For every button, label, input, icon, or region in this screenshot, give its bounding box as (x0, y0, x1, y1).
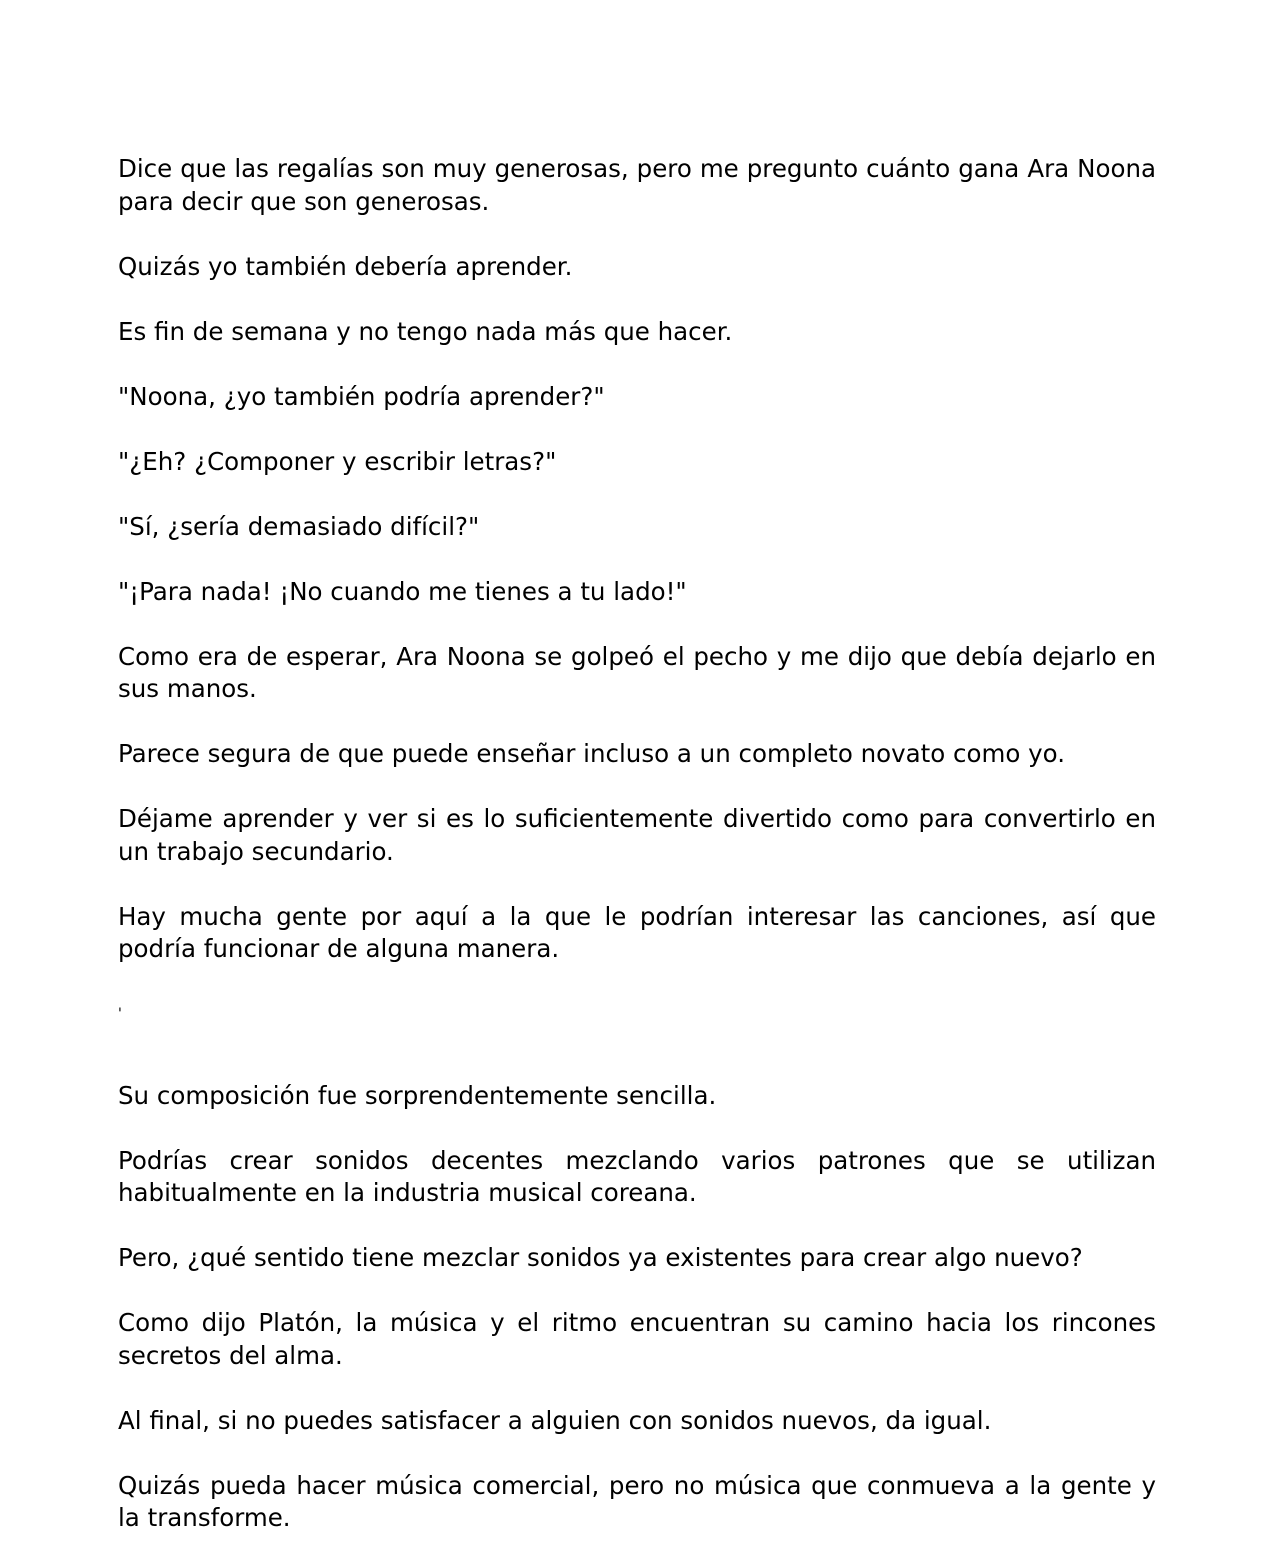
paragraph: "Sí, ¿sería demasiado difícil?" (118, 511, 480, 541)
paragraph: Déjame aprender y ver si es lo suficientemente divertido como para convertirlo en un trabajo secundario. (118, 804, 1156, 866)
paragraph: "Noona, ¿yo también podría aprender?" (118, 381, 605, 411)
paragraph: Quizás yo también debería aprender. (118, 251, 573, 281)
paragraph: Como dijo Platón, la música y el ritmo encuentran su camino hacia los rincones secretos del alma. (118, 1308, 1156, 1370)
paragraph: Quizás pueda hacer música comercial, pero no música que conmueva a la gente y la transforme. (118, 1470, 1156, 1532)
paragraph: Parece segura de que puede enseñar incluso a un completo novato como yo. (118, 739, 1066, 768)
paragraph: Dice que las regalías son muy generosas, pero me pregunto cuánto gana Ara Noona para decir que son generosas. (118, 154, 1156, 216)
paragraph: Pero, ¿qué sentido tiene mezclar sonidos ya existentes para crear algo nuevo? (118, 1243, 1083, 1272)
document-body (118, 153, 1156, 1567)
paragraph: "¿Eh? ¿Componer y escribir letras?" (118, 446, 557, 476)
paragraph: Su composición fue sorprendentemente sencilla. (118, 1080, 717, 1110)
paragraph: Podrías crear sonidos decentes mezclando varios patrones que se utilizan habitualmente en la industria musical coreana. (118, 1145, 1156, 1207)
paragraph: Al final, si no puedes satisfacer a alguien con sonidos nuevos, da igual. (118, 1405, 992, 1435)
scene-separator: ' (118, 1006, 122, 1022)
paragraph: Como era de esperar, Ara Noona se golpeó el pecho y me dijo que debía dejarlo en sus manos. (118, 641, 1156, 703)
paragraph: Es fin de semana y no tengo nada más que hacer. (118, 316, 733, 346)
paragraph: Hay mucha gente por aquí a la que le podrían interesar las canciones, así que podría funcionar de alguna manera. (118, 901, 1156, 963)
paragraph: "¡Para nada! ¡No cuando me tienes a tu lado!" (118, 576, 687, 606)
